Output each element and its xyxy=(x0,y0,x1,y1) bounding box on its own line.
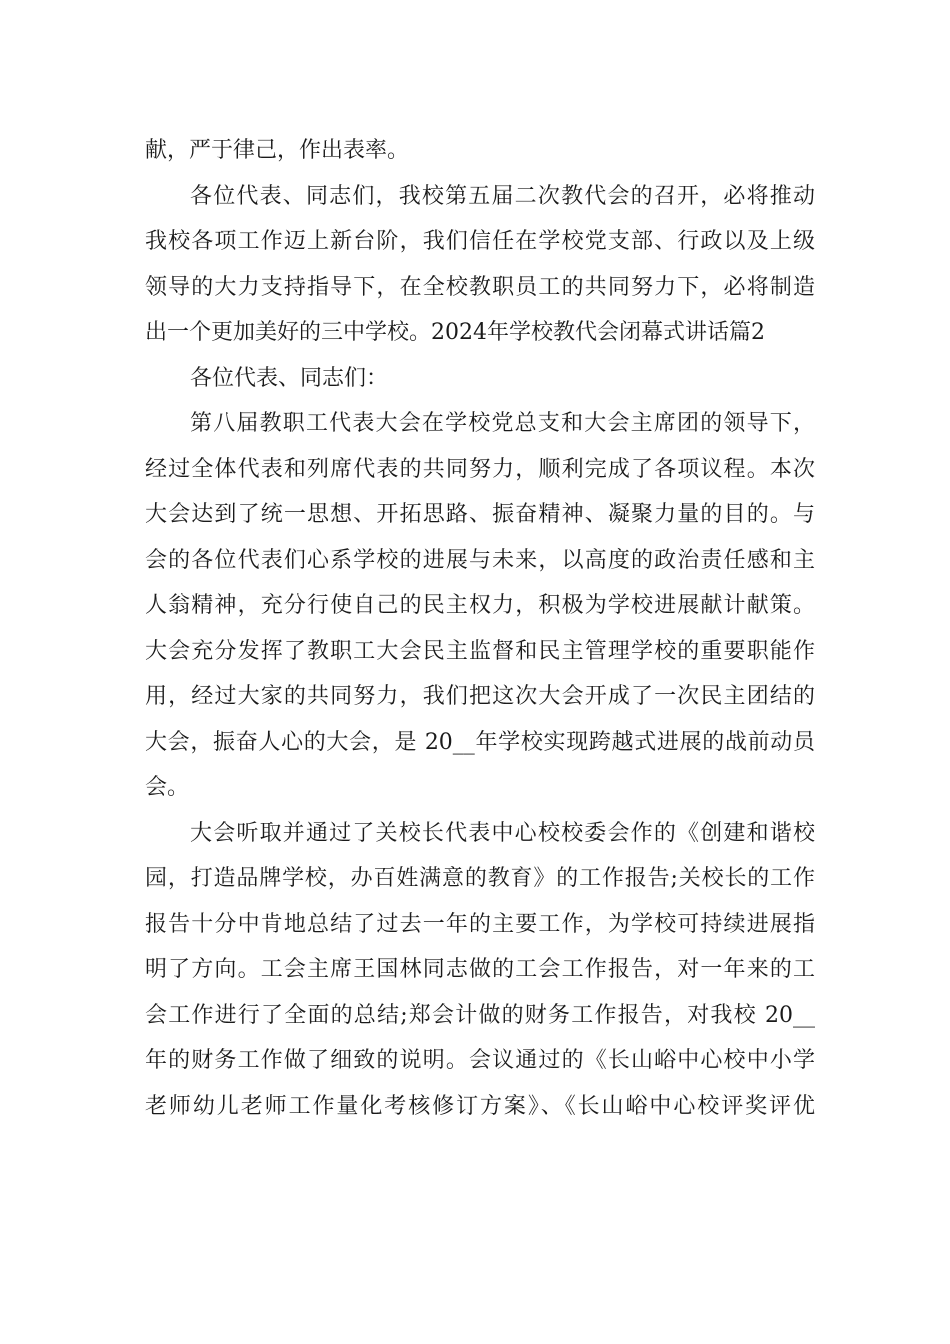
document-body xyxy=(145,128,815,1129)
text-line: 用，经过大家的共同努力，我们把这次大会开成了一次民主团结的 xyxy=(145,684,815,709)
text-line: 出一个更加美好的三中学校。2024年学校教代会闭幕式讲话篇2 xyxy=(145,320,765,345)
text-line: 大会充分发挥了教职工大会民主监督和民主管理学校的重要职能作 xyxy=(145,638,815,664)
text-line: 报告十分中肯地总结了过去一年的主要工作，为学校可持续进展指 xyxy=(145,911,815,937)
text-line: 年的财务工作做了细致的说明。会议通过的《长山峪中心校中小学 xyxy=(145,1048,815,1073)
text-line: 大会听取并通过了关校长代表中心校校委会作的《创建和谐校 xyxy=(190,820,815,846)
text-line: 老师幼儿老师工作量化考核修订方案》、《长山峪中心校评奖评优 xyxy=(145,1093,815,1119)
text-line: 第八届教职工代表大会在学校党总支和大会主席团的领导下， xyxy=(190,411,815,436)
text-line: 各位代表、同志们，我校第五届二次教代会的召开，必将推动 xyxy=(190,183,815,209)
text-line: 会工作进行了全面的总结;郑会计做的财务工作报告，对我校 20__ xyxy=(145,1002,815,1028)
text-line: 人翁精神，充分行使自己的民主权力，积极为学校进展献计献策。 xyxy=(145,593,815,618)
text-line: 大会达到了统一思想、开拓思路、振奋精神、凝聚力量的目的。与 xyxy=(145,502,815,527)
text-line: 会的各位代表们心系学校的进展与未来，以高度的政治责任感和主 xyxy=(145,547,815,573)
text-line: 会。 xyxy=(145,775,190,800)
text-line: 献，严于律己，作出表率。 xyxy=(145,138,410,163)
text-line: 领导的大力支持指导下，在全校教职员工的共同努力下，必将制造 xyxy=(145,274,815,300)
text-line: 经过全体代表和列席代表的共同努力，顺利完成了各项议程。本次 xyxy=(145,456,815,482)
text-line: 明了方向。工会主席王国林同志做的工会工作报告，对一年来的工 xyxy=(145,957,815,982)
text-line: 各位代表、同志们： xyxy=(190,365,389,391)
text-line: 园，打造品牌学校，办百姓满意的教育》的工作报告;关校长的工作 xyxy=(145,866,815,891)
text-line: 大会，振奋人心的大会，是 20__年学校实现跨越式进展的战前动员 xyxy=(145,729,815,755)
text-line: 我校各项工作迈上新台阶，我们信任在学校党支部、行政以及上级 xyxy=(145,229,815,254)
